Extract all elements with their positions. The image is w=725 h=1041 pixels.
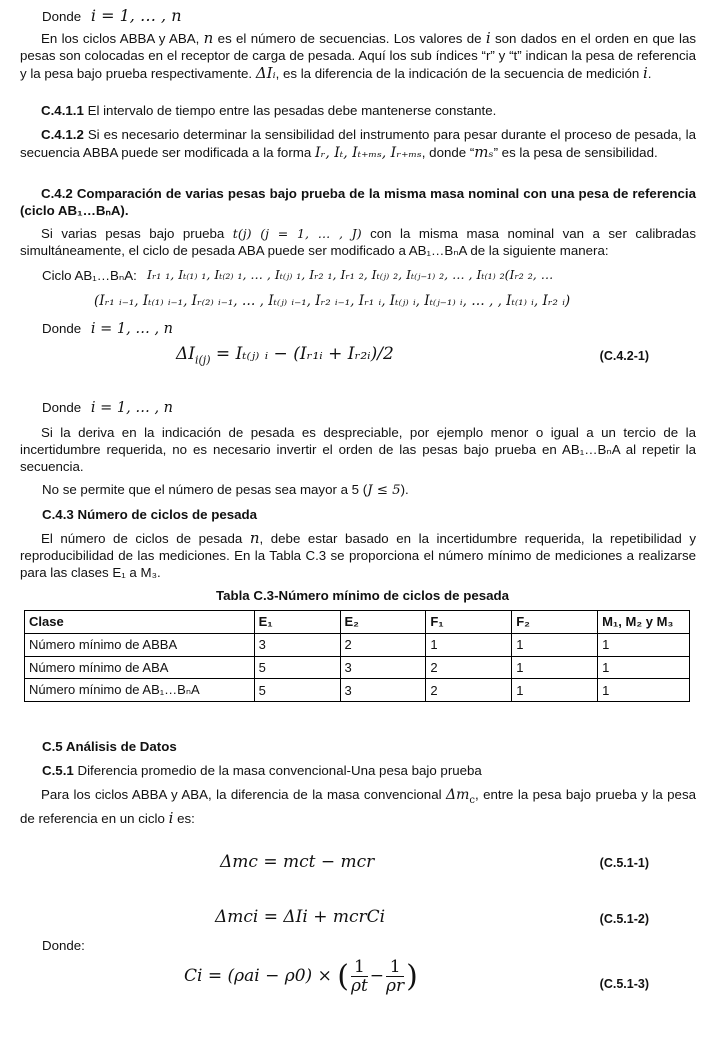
donde-line-4: Donde:: [42, 938, 85, 953]
table-cell: Número mínimo de AB₁…BₙA: [25, 679, 255, 702]
equation-number: (C.4.2-1): [599, 349, 649, 363]
donde-label: Donde: [42, 400, 82, 415]
denominator: ρt: [350, 976, 368, 996]
section-text: Diferencia promedio de la masa convencional-Una pesa bajo prueba: [77, 763, 482, 778]
table-caption: Tabla C.3-Número mínimo de ciclos de pesada: [215, 588, 510, 603]
donde-label: Donde: [42, 9, 82, 24]
numerator: 1: [351, 958, 368, 977]
table-cell: 3: [340, 679, 426, 702]
eq-sub: i(j): [195, 353, 211, 367]
section-number: C.4.1.1: [41, 103, 84, 118]
text: ” es la pesa de sensibilidad.: [493, 144, 658, 160]
left-paren: (: [337, 959, 349, 994]
math-i: i: [485, 29, 491, 47]
table-cell: 2: [426, 679, 512, 702]
donde-math: i = 1, … , n: [90, 6, 182, 25]
table-cell: 3: [340, 656, 426, 679]
table-cell: 1: [598, 679, 690, 702]
section-c5-heading: C.5 Análisis de Datos: [42, 739, 177, 754]
eq-lhs: Ci = (ρai − ρ0) ×: [184, 966, 332, 986]
equation-c511: Δmc = mct − mcr: [220, 852, 375, 872]
fraction-t: [351, 958, 368, 995]
table-header-row: [25, 611, 690, 634]
math-sequence: Iᵣ, Iₜ, Iₜ₊ₘₛ, Iᵣ₊ₘₛ: [314, 144, 422, 161]
donde-line-3: [42, 400, 173, 416]
table-cell: 1: [598, 656, 690, 679]
math-tj: t(j) (j = 1, … , J): [232, 226, 362, 241]
math-i: i: [642, 63, 648, 82]
table-cell: 3: [254, 633, 340, 656]
right-paren: ): [406, 959, 418, 994]
table-cell: 5: [254, 656, 340, 679]
table-cell: 5: [254, 679, 340, 702]
header-cell: F₂: [512, 611, 598, 634]
math-j-le-5: J ≤ 5: [367, 483, 401, 498]
section-c51: [42, 763, 482, 778]
ciclo-line-1: Iᵣ₁ ₁, Iₜ₍₁₎ ₁, Iₜ₍₂₎ ₁, … , Iₜ₍ⱼ₎ ₁, Iᵣ₂ ₁, Iᵣ₁ ₂, Iₜ₍ⱼ₎ ₂, Iₜ₍ⱼ₋₁₎ ₂, … , Iₜ₍₁₎ ₂(Iᵣ₂ ₂, …: [147, 267, 554, 282]
paragraph-deriva: Si la deriva en la indicación de pesada es despreciable, por ejemplo menor o igual a un tercio de la incertidumbre requerida, no es necesario invertir el orden de las pesas bajo prueba en AB₁…BₙA al repetir la secuencia.: [20, 425, 696, 474]
equation-c421: [176, 344, 394, 366]
table-row: [25, 656, 690, 679]
math-text: Δm: [446, 787, 470, 803]
donde-math: i = 1, … , n: [90, 400, 174, 416]
equation-number: (C.5.1-1): [599, 856, 649, 870]
text: , donde “: [421, 144, 475, 160]
section-number: C.4.1.2: [41, 127, 84, 142]
table-cell: Número mínimo de ABA: [25, 656, 255, 679]
equation-c512: Δmci = ΔIi + mcrCi: [215, 907, 386, 927]
text: , es la diferencia de la indicación de la secuencia de medición: [275, 65, 640, 81]
math-n: n: [203, 29, 214, 47]
table-cell: Número mínimo de ABBA: [25, 633, 255, 656]
table-cell: 1: [426, 633, 512, 656]
text: , debe estar basado en la incertidumbre requerida, la repetibilidad y reproducibilidad de las mediciones. En la Tabla C.3 se proporciona el número mínimo de mediciones a realizarse para las clases E₁ a M₃.: [20, 531, 696, 580]
text: .: [647, 65, 652, 81]
min-cycles-table: [24, 610, 690, 702]
text: con la misma masa nominal van a ser calibradas simultáneamente, el ciclo de pesada ABA puede ser modificado a AB₁…BₙA de la siguiente manera:: [20, 226, 696, 258]
text: Si es necesario determinar la sensibilidad del instrumento para pesar durante el proceso de pesada, la secuencia ABBA puede ser modificada a la forma: [20, 127, 696, 160]
section-c42-heading: C.4.2 Comparación de varias pesas bajo prueba de la misma masa nominal con una pesa de referencia (ciclo AB₁…BₙA).: [20, 186, 696, 218]
section-c411: [20, 103, 696, 120]
header-cell: E₂: [340, 611, 426, 634]
section-number: C.5.1: [42, 763, 74, 778]
math-delta-mc: [446, 787, 475, 806]
table-row: [25, 679, 690, 702]
math-sub: c: [469, 794, 475, 806]
text: En los ciclos ABBA y ABA,: [41, 31, 200, 46]
denominator: ρr: [386, 976, 405, 996]
section-text: El intervalo de tiempo entre las pesadas debe mantenerse constante.: [87, 103, 497, 118]
table-cell: 2: [340, 633, 426, 656]
paragraph-c51: [20, 787, 696, 827]
eq-rhs: = Iₜ₍ⱼ₎ ᵢ − (Iᵣ₁ᵢ + Iᵣ₂ᵢ)/2: [215, 344, 394, 364]
paragraph-c43: [20, 530, 696, 581]
donde-line-1: [42, 6, 182, 25]
paragraph-sequences: [20, 30, 696, 82]
fraction-r: [386, 958, 404, 995]
table-cell: 2: [426, 656, 512, 679]
text: , entre la pesa bajo prueba y la pesa de referencia en un ciclo: [20, 787, 696, 826]
math-i: i: [168, 808, 174, 827]
text: son dados en el orden en que las pesas son colocadas en el receptor de carga de pesada. Aquí los sub índices “r” y “t” indican la pesa de referencia y la pesa bajo prueba respectivamente.: [20, 31, 696, 81]
text: Si varias pesas bajo prueba: [41, 226, 225, 241]
eq-lhs: ΔI: [176, 344, 195, 364]
table-cell: 1: [512, 679, 598, 702]
paragraph-max-weights: [42, 482, 409, 498]
text: ).: [400, 482, 409, 497]
donde-label: Donde: [42, 321, 82, 336]
header-cell: M₁, M₂ y M₃: [598, 611, 690, 634]
text: El número de ciclos de pesada: [41, 531, 243, 546]
equation-number: (C.5.1-2): [599, 912, 649, 926]
numerator: 1: [386, 958, 404, 977]
equation-number: (C.5.1-3): [599, 977, 649, 991]
table-cell: 1: [512, 656, 598, 679]
math-delta-i: ΔIᵢ: [255, 63, 276, 82]
text: Para los ciclos ABBA y ABA, la diferencia de la masa convencional: [41, 787, 442, 802]
header-cell: E₁: [254, 611, 340, 634]
text: es el número de secuencias. Los valores de: [217, 31, 482, 46]
table-cell: 1: [598, 633, 690, 656]
math-n: n: [249, 529, 260, 547]
text: No se permite que el número de pesas sea mayor a 5 (: [42, 482, 368, 497]
section-c43-heading: C.4.3 Número de ciclos de pesada: [42, 507, 258, 522]
section-c412: [20, 127, 696, 162]
table-row: [25, 633, 690, 656]
table-cell: 1: [512, 633, 598, 656]
equation-c513: Ci = (ρai − ρ0) × ( $\frac{1}{\rho t}$ − $\frac{1}{\rho r}$ ): [184, 957, 418, 996]
header-cell: F₁: [426, 611, 512, 634]
math-ms: mₛ: [474, 142, 494, 161]
text: es:: [177, 810, 195, 826]
paragraph-c42: [20, 226, 696, 260]
header-cell: Clase: [25, 611, 255, 634]
donde-math: i = 1, … , n: [90, 321, 174, 337]
donde-line-2: [42, 321, 173, 337]
ciclo-line-2: (Iᵣ₁ ᵢ₋₁, Iₜ₍₁₎ ᵢ₋₁, Iᵣ₍₂₎ ᵢ₋₁, … , Iₜ₍ⱼ₎ ᵢ₋₁, Iᵣ₂ ᵢ₋₁, Iᵣ₁ ᵢ, Iₜ₍ⱼ₎ ᵢ, Iₜ₍ⱼ₋₁₎ ᵢ, … , , Iₜ₍₁₎ ᵢ, Iᵣ₂ ᵢ): [94, 293, 571, 309]
ciclo-label: Ciclo AB₁…BₙA:: [42, 268, 137, 283]
